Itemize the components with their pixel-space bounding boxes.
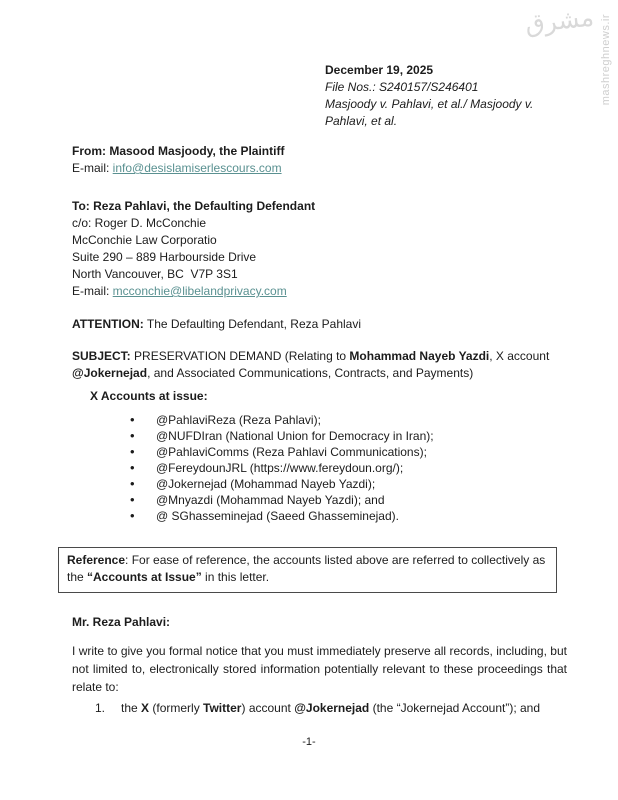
intro-paragraph: I write to give you formal notice that you must immediately preserve all records, including, but not limited to, electronically stored information potentially relevant to these proceedings that relate to: xyxy=(72,644,567,694)
subject-person-name: Mohammad Nayeb Yazdi xyxy=(349,349,490,363)
item-text: the xyxy=(121,701,142,715)
date-block xyxy=(325,62,565,130)
file-numbers: File Nos.: S240157/S246401 xyxy=(325,80,479,94)
reference-text: : For ease of reference, the accounts listed above are referred to collectively as the xyxy=(67,553,546,584)
item-text: ) account xyxy=(241,701,295,715)
reference-label: Reference xyxy=(67,553,126,567)
to-line: To: Reza Pahlavi, the Defaulting Defendant xyxy=(72,199,316,213)
item-number: 1. xyxy=(95,701,106,715)
to-email-line xyxy=(72,283,402,300)
care-of-line: c/o: Roger D. McConchie xyxy=(72,216,207,230)
watermark-site-url: mashreghnews.ir xyxy=(600,14,612,106)
reference-text: in this letter. xyxy=(201,570,270,584)
from-line: From: Masood Masjoody, the Plaintiff xyxy=(72,144,285,158)
to-block xyxy=(72,198,402,300)
case-caption-line1: Masjoody v. Pahlavi, et al./ Masjoody v. xyxy=(325,97,534,111)
letter-date: December 19, 2025 xyxy=(325,63,434,77)
address-line2: North Vancouver, BC V7P 3S1 xyxy=(72,267,238,281)
account-list-item: • @Mnyazdi (Mohammad Nayeb Yazdi); and xyxy=(130,492,550,508)
accounts-at-issue-phrase: “Accounts at Issue” xyxy=(87,570,202,584)
accounts-list xyxy=(130,412,550,524)
attention-label: ATTENTION: xyxy=(72,317,144,331)
from-email-link[interactable]: info@desislamiserlescours.com xyxy=(112,161,282,175)
firm-line: McConchie Law Corporatio xyxy=(72,233,217,247)
to-email-label: E-mail: xyxy=(72,284,113,298)
to-email-link[interactable]: mcconchie@libelandprivacy.com xyxy=(112,284,287,298)
mashregh-logo-icon: مشرق xyxy=(523,2,596,39)
subject-segment: , X account xyxy=(489,349,550,363)
account-list-item: • @NUFDIran (National Union for Democracy in Iran); xyxy=(130,428,550,444)
salutation: Mr. Reza Pahlavi: xyxy=(72,615,171,629)
accounts-heading: X Accounts at issue: xyxy=(90,389,208,403)
item-text: (the “Jokernejad Account”); and xyxy=(369,701,541,715)
from-email-line xyxy=(72,160,402,177)
from-email-label: E-mail: xyxy=(72,161,113,175)
address-line1: Suite 290 – 889 Harbourside Drive xyxy=(72,250,257,264)
account-list-item: • @FereydounJRL (https://www.fereydoun.org/); xyxy=(130,460,550,476)
attention-text: The Defaulting Defendant, Reza Pahlavi xyxy=(143,317,362,331)
item-text: (formerly xyxy=(149,701,204,715)
jokernejad-handle: @Jokernejad xyxy=(294,701,370,715)
subject-segment: , and Associated Communications, Contracts, and Payments) xyxy=(147,366,474,380)
twitter-name: Twitter xyxy=(203,701,242,715)
account-list-item: • @PahlaviReza (Reza Pahlavi); xyxy=(130,412,550,428)
x-platform-name: X xyxy=(141,701,150,715)
from-block xyxy=(72,143,402,177)
page-number: -1- xyxy=(302,736,316,748)
attention-line xyxy=(72,316,567,333)
account-list-item: • @ SGhasseminejad (Saeed Ghasseminejad). xyxy=(130,508,550,524)
subject-label: SUBJECT: xyxy=(72,349,131,363)
subject-line xyxy=(72,348,564,382)
account-list-item: • @Jokernejad (Mohammad Nayeb Yazdi); xyxy=(130,476,550,492)
case-caption-line2: Pahlavi, et al. xyxy=(325,114,398,128)
account-list-item: • @PahlaviComms (Reza Pahlavi Communications); xyxy=(130,444,550,460)
subject-segment: PRESERVATION DEMAND (Relating to xyxy=(130,349,350,363)
reference-box xyxy=(58,547,557,593)
subject-account-handle: @Jokernejad xyxy=(72,366,148,380)
numbered-list-item-1 xyxy=(95,700,565,717)
